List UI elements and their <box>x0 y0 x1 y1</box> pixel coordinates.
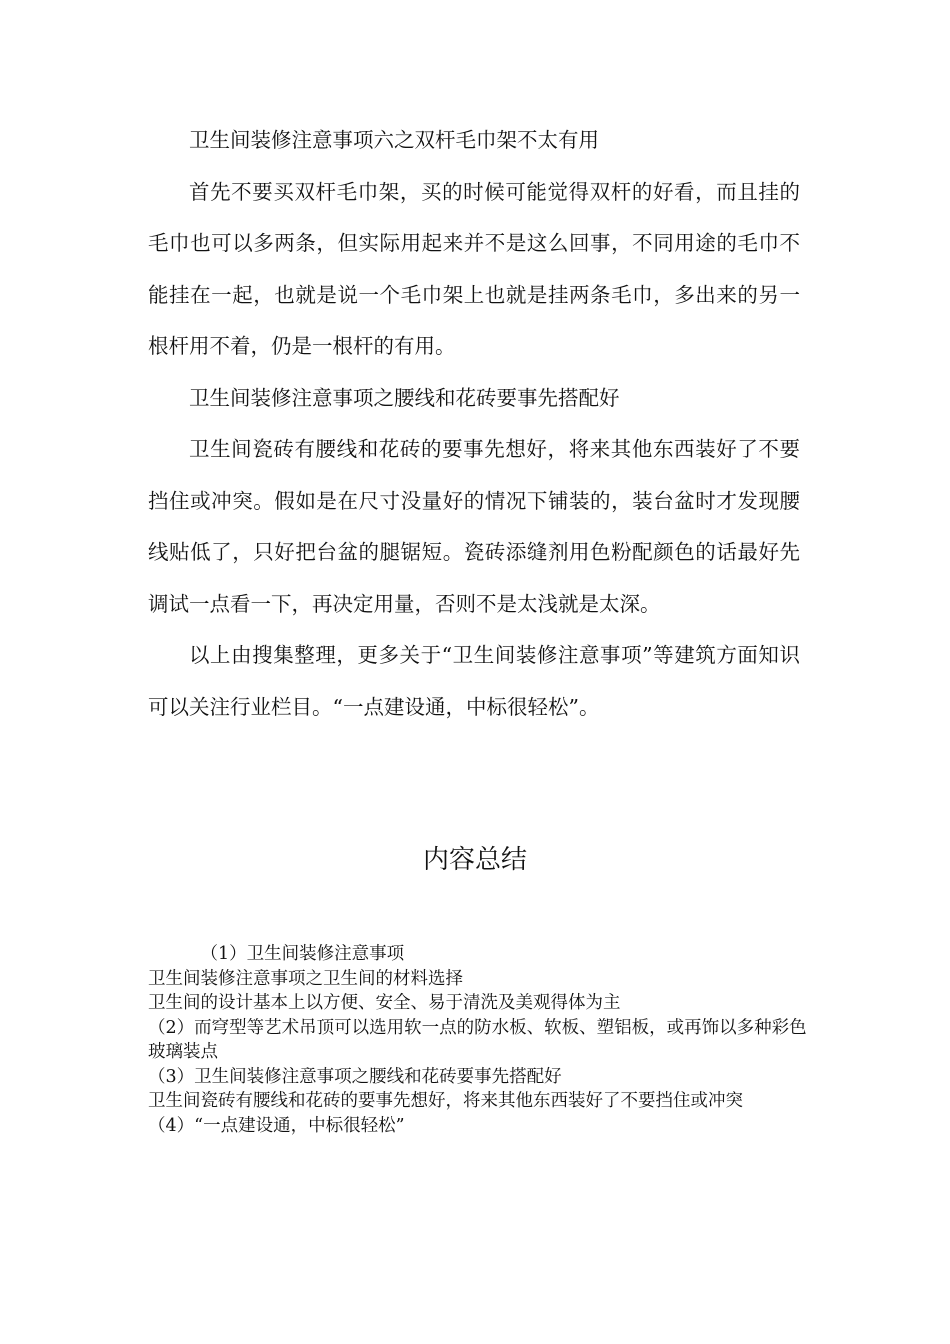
section-heading-towel-rack: 卫生间装修注意事项六之双杆毛巾架不太有用 <box>189 128 599 152</box>
summary-title: 内容总结 <box>422 845 527 875</box>
summary-line: （4）“一点建设通，中标很轻松” <box>148 1115 405 1136</box>
article-body <box>148 115 800 733</box>
section-heading-tiles: 卫生间装修注意事项之腰线和花砖要事先搭配好 <box>189 385 620 410</box>
summary-line: 卫生间装修注意事项之卫生间的材料选择 <box>148 968 463 989</box>
paragraph-tiles: 卫生间瓷砖有腰线和花砖的要事先想好，将来其他东西装好了不要挡住或冲突。假如是在尺寸没量好的情况下铺装的，装台盆时才发现腰线贴低了，只好把台盆的腿锯短。瓷砖添缝剂用色粉配颜色的话最好先调试一点看一下，再决定用量，否则不是太浅就是太深。 <box>148 437 800 616</box>
paragraph-closing: 以上由搜集整理，更多关于“卫生间装修注意事项”等建筑方面知识可以关注行业栏目。“一点建设通，中标很轻松”。 <box>148 643 800 719</box>
summary-line: （2）而穹型等艺术吊顶可以选用软一点的防水板、软板、塑铝板，或再饰以多种彩色玻璃装点 <box>148 1017 807 1062</box>
summary-line: （1）卫生间装修注意事项 <box>200 944 405 964</box>
paragraph-towel-rack: 首先不要买双杆毛巾架，买的时候可能觉得双杆的好看，而且挂的毛巾也可以多两条，但实际用起来并不是这么回事，不同用途的毛巾不能挂在一起，也就是说一个毛巾架上也就是挂两条毛巾，多出来的另一根杆用不着，仍是一根杆的有用。 <box>148 179 800 358</box>
summary-list <box>148 942 808 1138</box>
summary-line: （3）卫生间装修注意事项之腰线和花砖要事先搭配好 <box>148 1066 562 1087</box>
summary-line: 卫生间的设计基本上以方便、安全、易于清洗及美观得体为主 <box>148 993 621 1013</box>
summary-line: 卫生间瓷砖有腰线和花砖的要事先想好，将来其他东西装好了不要挡住或冲突 <box>148 1091 743 1111</box>
